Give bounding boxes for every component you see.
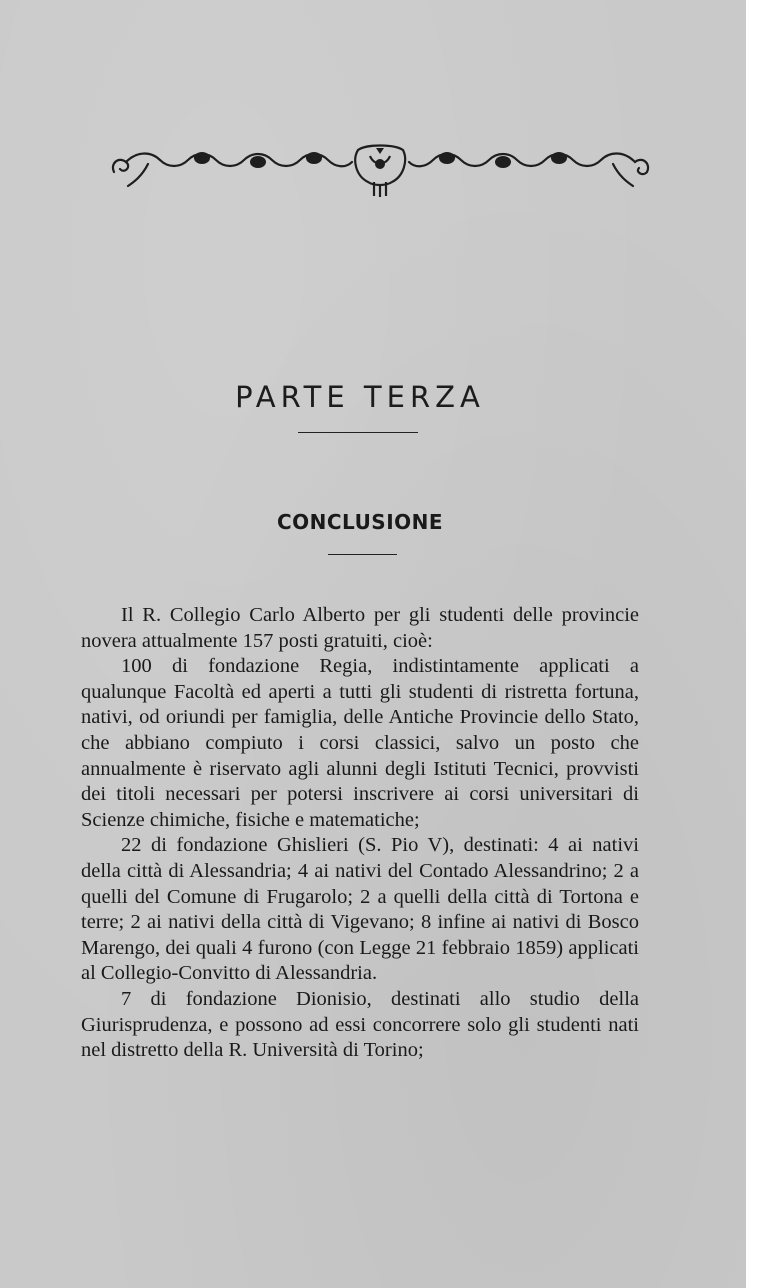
section-title: CONCLUSIONE bbox=[276, 510, 444, 534]
section-divider bbox=[328, 554, 397, 555]
paragraph: 22 di fondazione Ghislieri (S. Pio V), destinati: 4 ai nativi della città di Alessandria; 4 ai nativi del Contado Alessandrino; 2 a quelli del Comune di Frugarolo; 2 a quelli della città di Tortona e terre; 2 ai nativi della città di Vigevano; 8 infine ai nativi di Bosco Marengo, dei quali 4 furono (con Legge 21 febbraio 1859) applicati al Collegio-Convitto di Alessandria. bbox=[81, 834, 639, 985]
decorative-ornament-icon bbox=[108, 142, 653, 198]
part-title: PARTE TERZA bbox=[235, 380, 485, 414]
paragraph: 100 di fondazione Regia, indistintamente applicati a qualunque Facoltà ed aperti a tutti gli studenti di ristretta fortuna, nativi, od oriundi per famiglia, delle Antiche Provincie dello Stato, che abbiano compiuto i corsi classici, salvo un posto che annualmente è riservato agli alunni degli Istituti Tecnici, provvisti dei titoli necessari per potersi inscrivere ai corsi universitari di Scienze chimiche, fisiche e matematiche; bbox=[81, 655, 639, 831]
paragraph: Il R. Collegio Carlo Alberto per gli studenti delle provincie novera attualmente 157 posti gratuiti, cioè: bbox=[81, 604, 639, 652]
body-text bbox=[81, 603, 639, 1064]
title-divider bbox=[298, 432, 418, 433]
paragraph: 7 di fondazione Dionisio, destinati allo studio della Giurisprudenza, e possono ad essi concorrere solo gli studenti nati nel distretto della R. Università di Torino; bbox=[81, 987, 639, 1062]
